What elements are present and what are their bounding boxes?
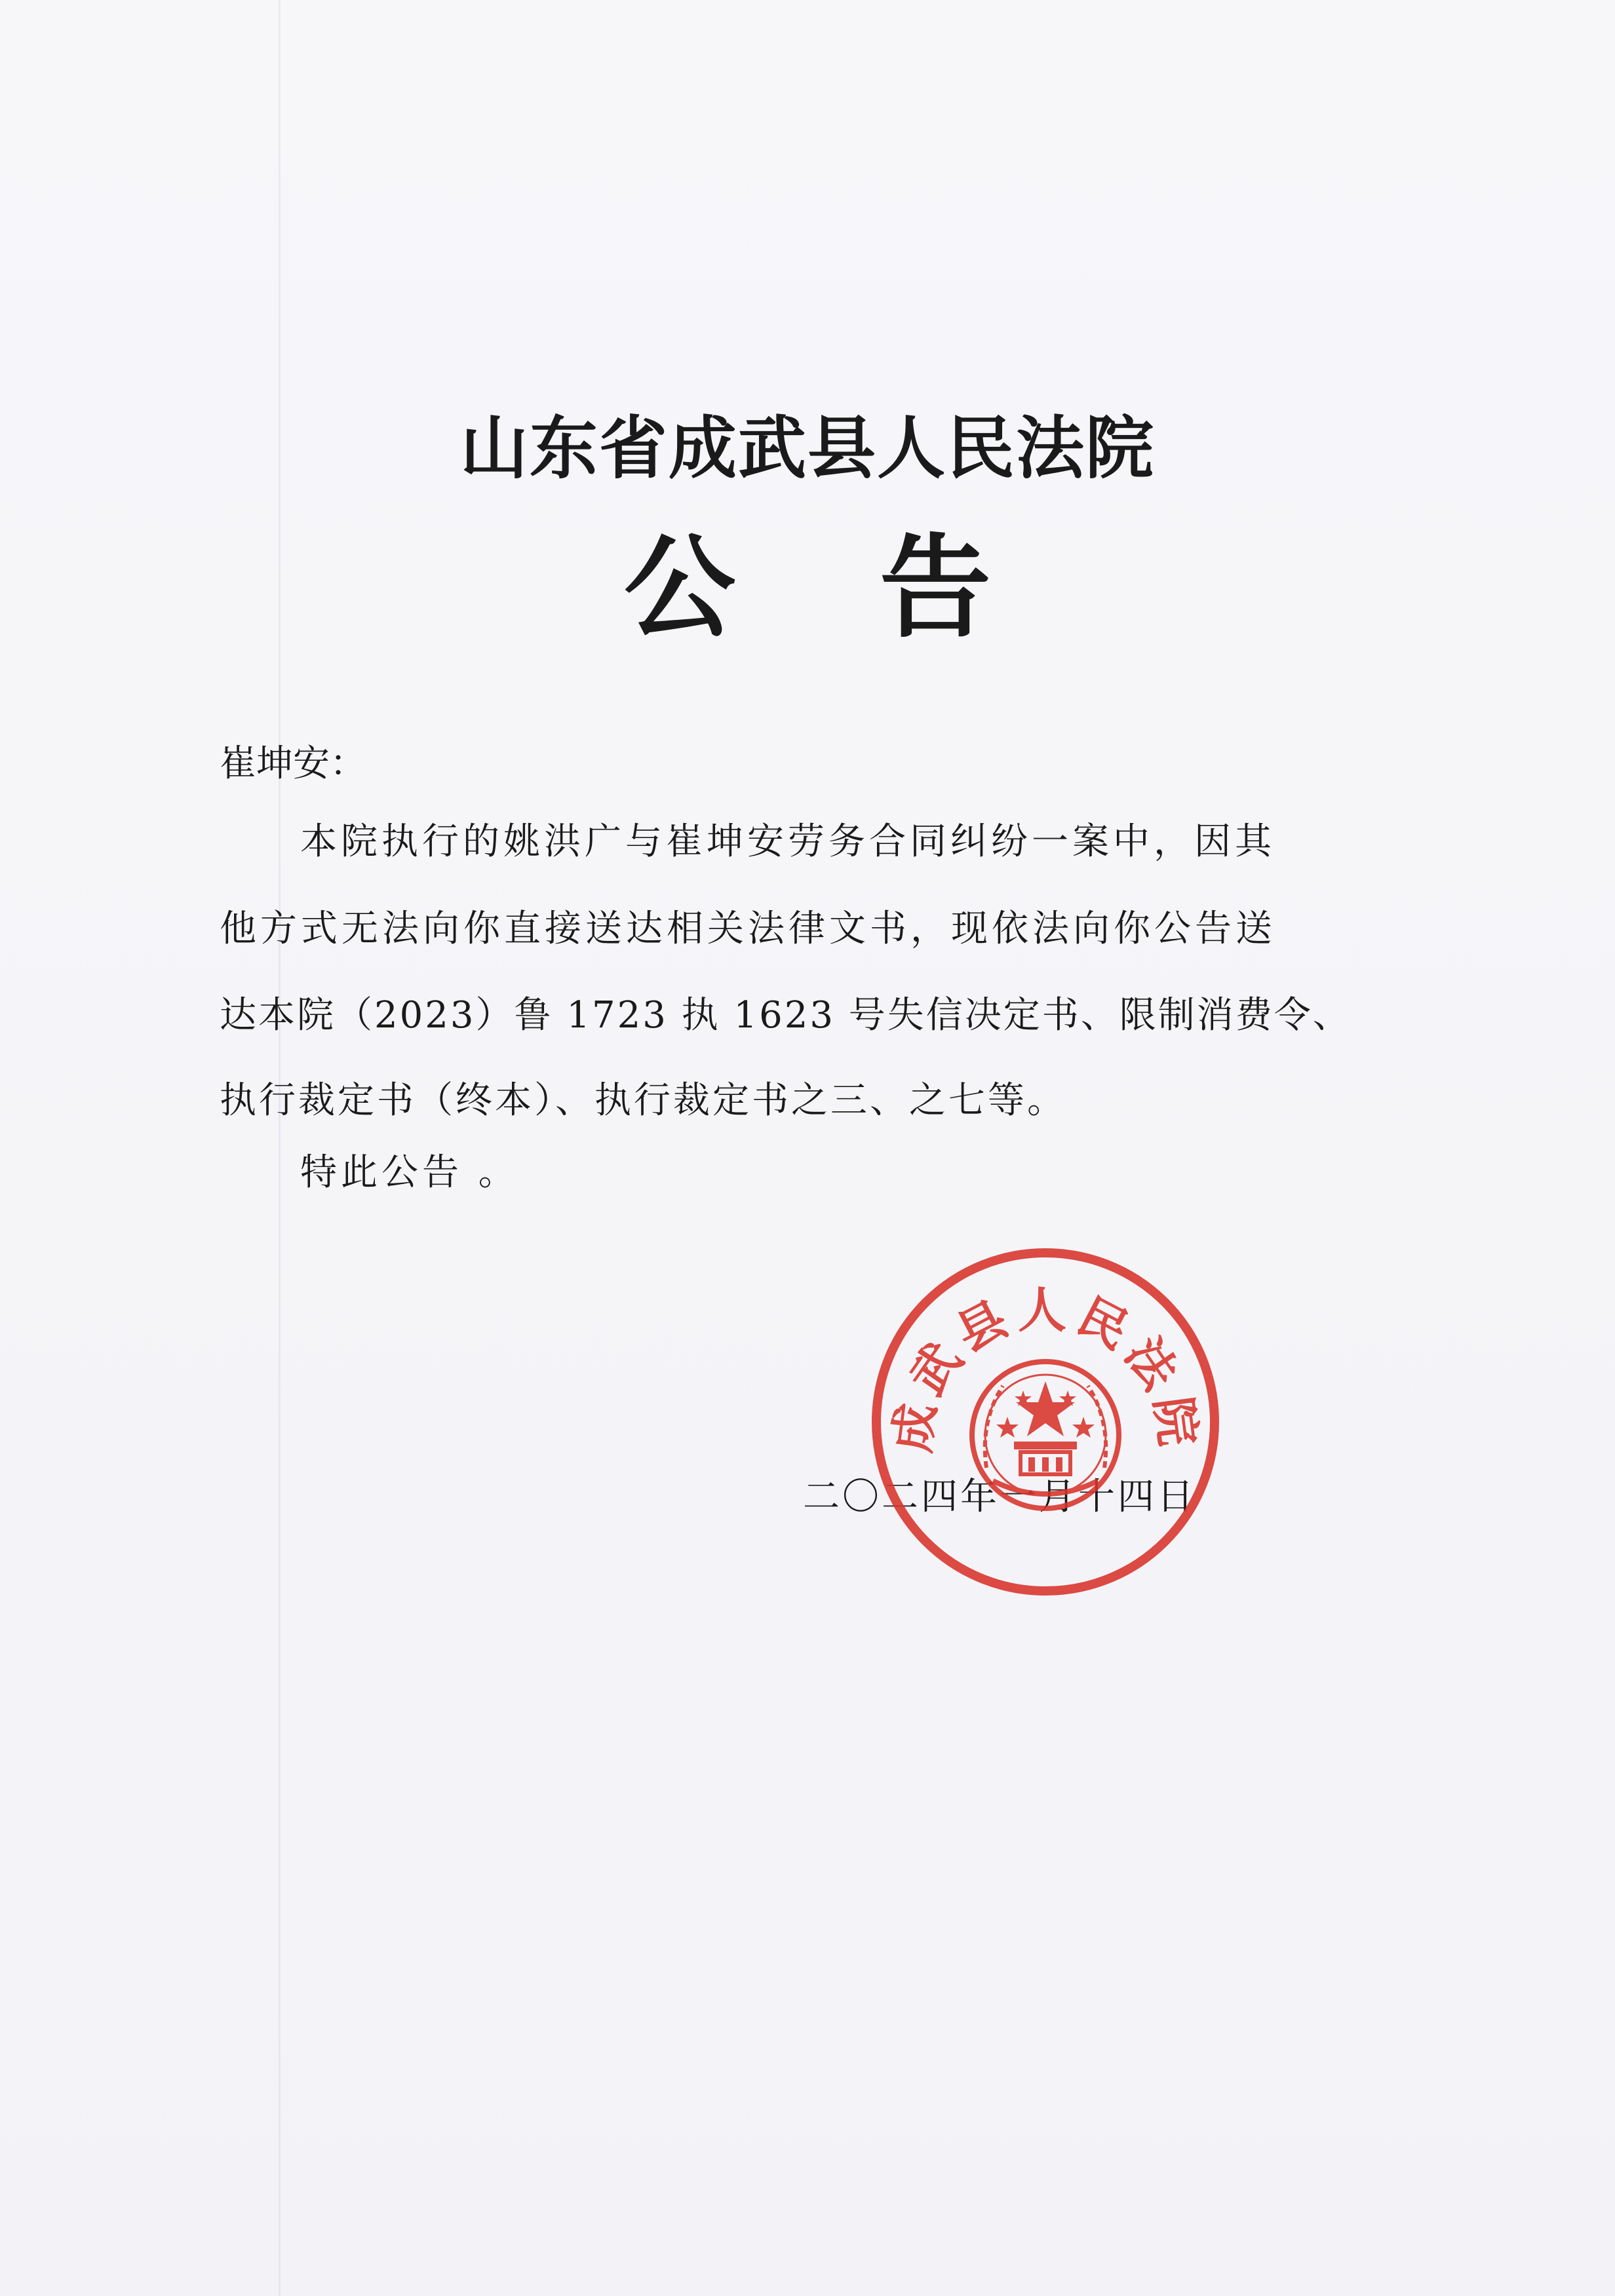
court-seal xyxy=(868,1245,1222,1599)
scan-fold-line xyxy=(279,0,281,2296)
body-line: 他方式无法向你直接送达相关法律文书，现依法向你公告送 xyxy=(220,908,1276,950)
body-line: 执行裁定书（终本）、执行裁定书之三、之七等。 xyxy=(220,1079,1066,1122)
body-line: 本院执行的姚洪广与崔坤安劳务合同纠纷一案中，因其 xyxy=(300,820,1275,863)
body-line: 达本院（2023）鲁 1723 执 1623 号失信决定书、限制消费令、 xyxy=(220,994,1352,1037)
national-emblem-icon xyxy=(972,1362,1119,1508)
notice-title: 公告 xyxy=(623,522,1135,653)
seal-text xyxy=(884,1282,1207,1455)
issue-date: 二〇二四年一月十四日 xyxy=(803,1476,1196,1518)
seal-text-path: 成武县人民法院 xyxy=(884,1282,1207,1456)
addressee: 崔坤安： xyxy=(220,742,366,785)
court-name-heading: 山东省成武县人民法院 xyxy=(459,408,1155,488)
closing-line: 特此公告 。 xyxy=(300,1151,519,1194)
court-seal-graphic xyxy=(868,1245,1222,1599)
